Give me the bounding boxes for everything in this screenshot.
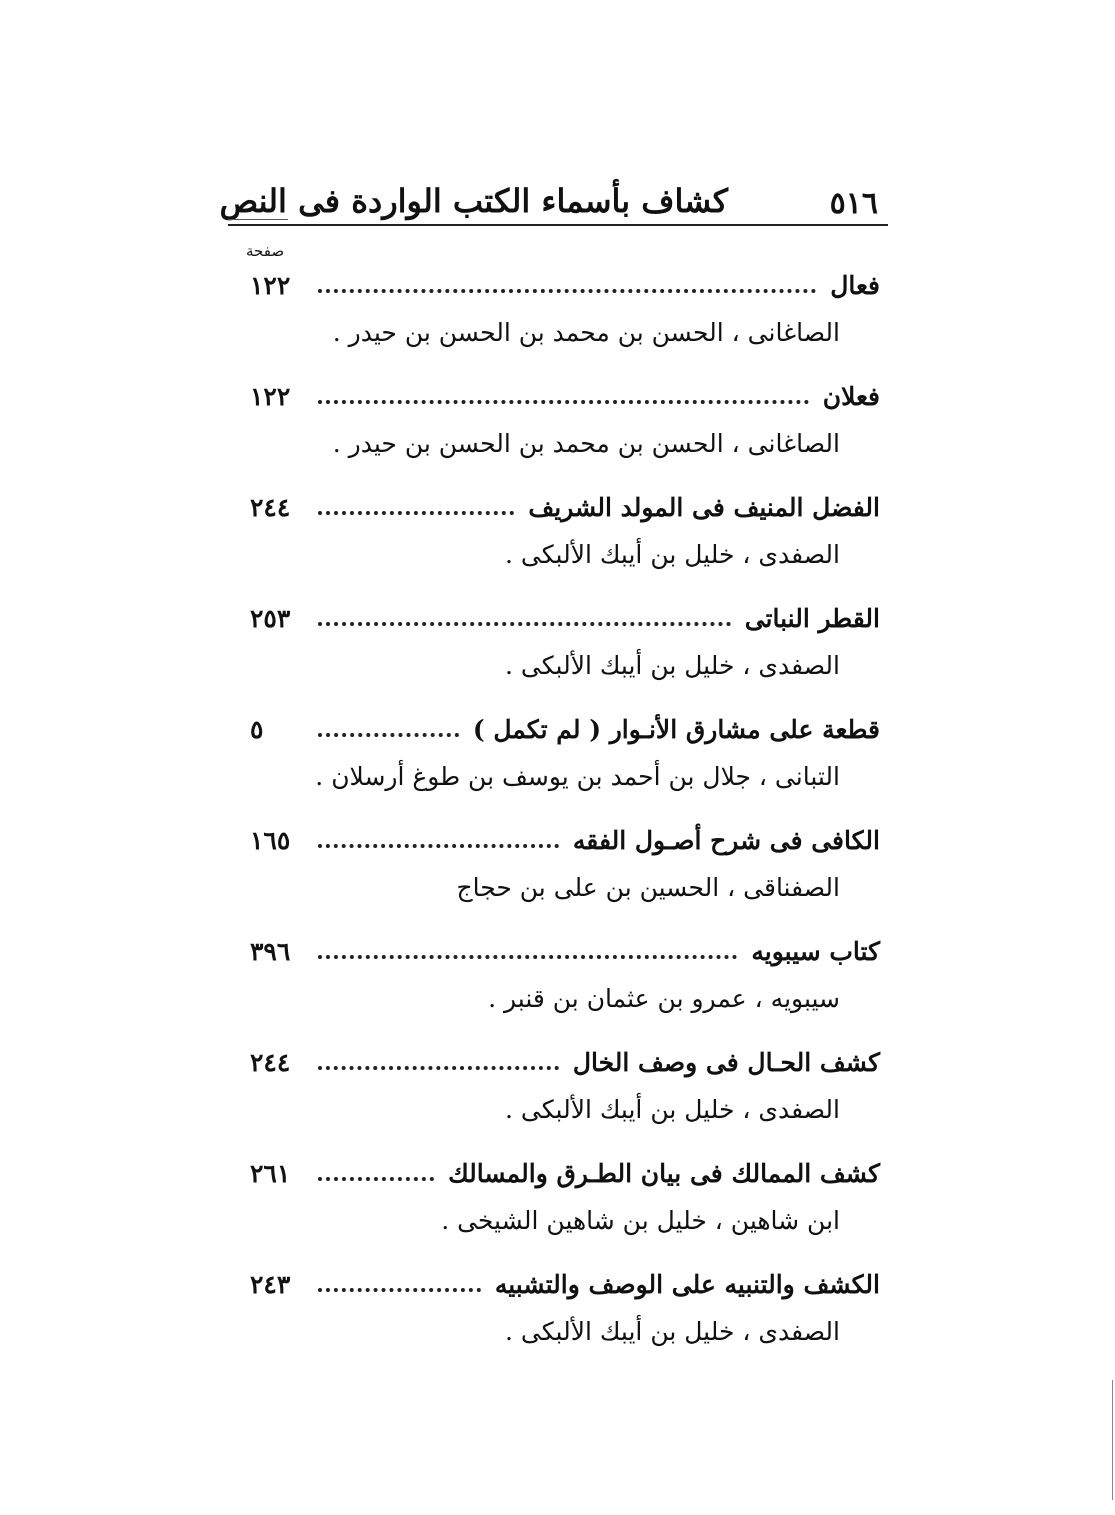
- entry-author: ابن شاهين ، خليل بن شاهين الشيخى .: [441, 1206, 840, 1235]
- dot-leader: [318, 733, 459, 737]
- entry-title: قطعة على مشارق الأنـوار ( لم تكمل ): [472, 714, 880, 744]
- dot-leader: [318, 400, 809, 404]
- index-entry: [250, 373, 880, 484]
- page-column-label: صفحة: [246, 242, 285, 260]
- header-rule-fragment: [228, 219, 288, 220]
- dot-leader: [318, 1177, 434, 1181]
- index-entry: [250, 817, 880, 928]
- entry-author: الصفدى ، خليل بن أيبك الألبكى .: [505, 1095, 840, 1124]
- entry-title-line: [250, 262, 880, 308]
- entry-page-number: ٥: [250, 714, 264, 744]
- index-entry: [250, 262, 880, 373]
- entry-title-line: [250, 484, 880, 530]
- dot-leader: [318, 1066, 559, 1070]
- entry-title-line: [250, 373, 880, 419]
- entry-page-number: ٢٥٣: [250, 603, 291, 633]
- index-entry: [250, 1150, 880, 1261]
- header-rule: [228, 224, 888, 226]
- index-entry: [250, 595, 880, 706]
- index-entry: [250, 484, 880, 595]
- index-entry: [250, 1261, 880, 1372]
- entry-title: الكشف والتنبيه على الوصف والتشبيه: [494, 1269, 880, 1299]
- entry-author: الصفدى ، خليل بن أيبك الألبكى .: [505, 1317, 840, 1346]
- entry-title: كتاب سيبويه: [751, 936, 880, 966]
- entry-page-number: ١٢٢: [250, 381, 291, 411]
- entry-title-line: [250, 1039, 880, 1085]
- index-entry: [250, 1039, 880, 1150]
- dot-leader: [318, 844, 559, 848]
- dot-leader: [318, 511, 514, 515]
- entry-page-number: ٢٤٣: [250, 1269, 291, 1299]
- entry-page-number: ١٢٢: [250, 270, 291, 300]
- entry-title: فعلان: [822, 381, 880, 411]
- entry-title: كشف الحـال فى وصف الخال: [572, 1047, 880, 1077]
- entry-title: الفضل المنيف فى المولد الشريف: [528, 492, 880, 522]
- entry-title-line: [250, 928, 880, 974]
- entry-author: الصفدى ، خليل بن أيبك الألبكى .: [505, 540, 840, 569]
- entry-title: القطر النباتى: [744, 603, 880, 633]
- entry-author: الصفدى ، خليل بن أيبك الألبكى .: [505, 651, 840, 680]
- entry-author: الصفناقى ، الحسين بن على بن حجاج: [456, 873, 840, 902]
- scan-edge-mark: [1112, 1380, 1113, 1500]
- entry-author: سيبويه ، عمرو بن عثمان بن قنبر .: [488, 984, 840, 1013]
- index-entry: [250, 706, 880, 817]
- entry-title-line: [250, 817, 880, 863]
- entry-page-number: ٢٤٤: [250, 1047, 291, 1077]
- dot-leader: [318, 289, 816, 293]
- index-entries: [250, 262, 880, 1372]
- entry-title-line: [250, 595, 880, 641]
- entry-page-number: ٣٩٦: [250, 936, 291, 966]
- page-number: ٥١٦: [829, 186, 878, 221]
- entry-title: فعال: [830, 270, 880, 300]
- dot-leader: [318, 622, 731, 626]
- entry-author: التبانى ، جلال بن أحمد بن يوسف بن طوغ أرسلان .: [315, 762, 840, 791]
- page-header: [219, 182, 888, 226]
- entry-title: الكافى فى شرح أصـول الفقه: [572, 825, 880, 855]
- entry-title-line: [250, 706, 880, 752]
- entry-title-line: [250, 1150, 880, 1196]
- entry-page-number: ٢٤٤: [250, 492, 291, 522]
- entry-title-line: [250, 1261, 880, 1307]
- dot-leader: [318, 1288, 481, 1292]
- index-entry: [250, 928, 880, 1039]
- running-title: كشاف بأسماء الكتب الواردة فى النص: [219, 182, 728, 220]
- entry-page-number: ١٦٥: [250, 825, 291, 855]
- entry-author: الصاغانى ، الحسن بن محمد بن الحسن بن حيدر .: [332, 318, 840, 347]
- entry-author: الصاغانى ، الحسن بن محمد بن الحسن بن حيدر .: [332, 429, 840, 458]
- dot-leader: [318, 955, 737, 959]
- entry-page-number: ٢٦١: [250, 1158, 291, 1188]
- entry-title: كشف الممالك فى بيان الطـرق والمسالك: [448, 1158, 880, 1188]
